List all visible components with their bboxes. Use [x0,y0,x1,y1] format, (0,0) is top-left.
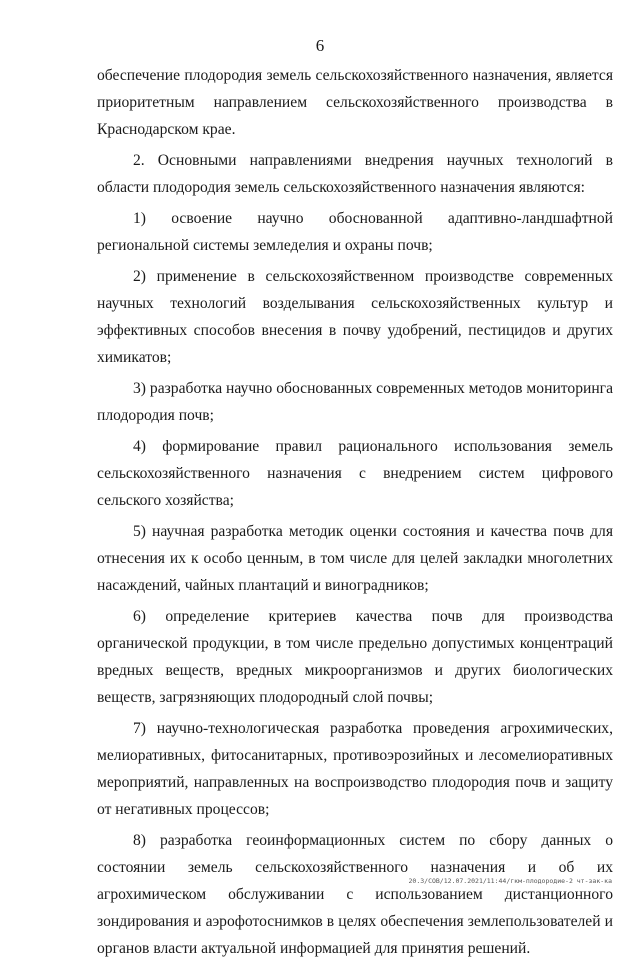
document-body [97,62,613,966]
page-number: 6 [315,36,325,55]
list-item-1: 1) освоение научно обоснованной адаптивно-ландшафтной региональной системы земледелия и охраны почв; [97,210,613,254]
list-item-6: 6) определение критериев качества почв для производства органической продукции, в том числе предельно допустимых концентраций вредных веществ, вредных микроорганизмов и других биологических веществ, загрязняющих плодородный слой почвы; [97,608,613,706]
paragraph-intro: обеспечение плодородия земель сельскохозяйственного назначения, является приоритетным направлением сельскохозяйственного производства в Краснодарском крае. [97,67,613,138]
list-item-5: 5) научная разработка методик оценки состояния и качества почв для отнесения их к особо ценным, в том числе для целей закладки многолетних насаждений, чайных плантаций и виноградников; [97,523,613,594]
list-item-2: 2) применение в сельскохозяйственном производстве современных научных технологий возделывания сельскохозяйственных культур и эффективных способов внесения в почву удобрений, пестицидов и других химикатов; [97,268,613,366]
paragraph-2: 2. Основными направлениями внедрения научных технологий в области плодородия земель сельскохозяйственного назначения являются: [97,152,613,196]
list-item-3: 3) разработка научно обоснованных современных методов мониторинга плодородия почв; [97,380,613,424]
list-item-8: 8) разработка геоинформационных систем по сбору данных о состоянии земель сельскохозяйственного назначения и об их агрохимическом обслуживании с использованием дистанционного зондирования и аэрофотоснимков в целях обеспечения землепользователей и органов власти актуальной информацией для принятия решений. [97,832,613,957]
list-item-7: 7) научно-технологическая разработка проведения агрохимических, мелиоративных, фитосанитарных, противоэрозийных и лесомелиоративных мероприятий, направленных на воспроизводство плодородия почв и защиту от негативных процессов; [97,720,613,818]
footer-code: 20.3/СОВ/12.07.2021/11:44/гкм-плодородие-2 чт-зак-ка [408,877,612,885]
list-item-4: 4) формирование правил рационального использования земель сельскохозяйственного назначения с внедрением систем цифрового сельского хозяйства; [97,438,613,509]
